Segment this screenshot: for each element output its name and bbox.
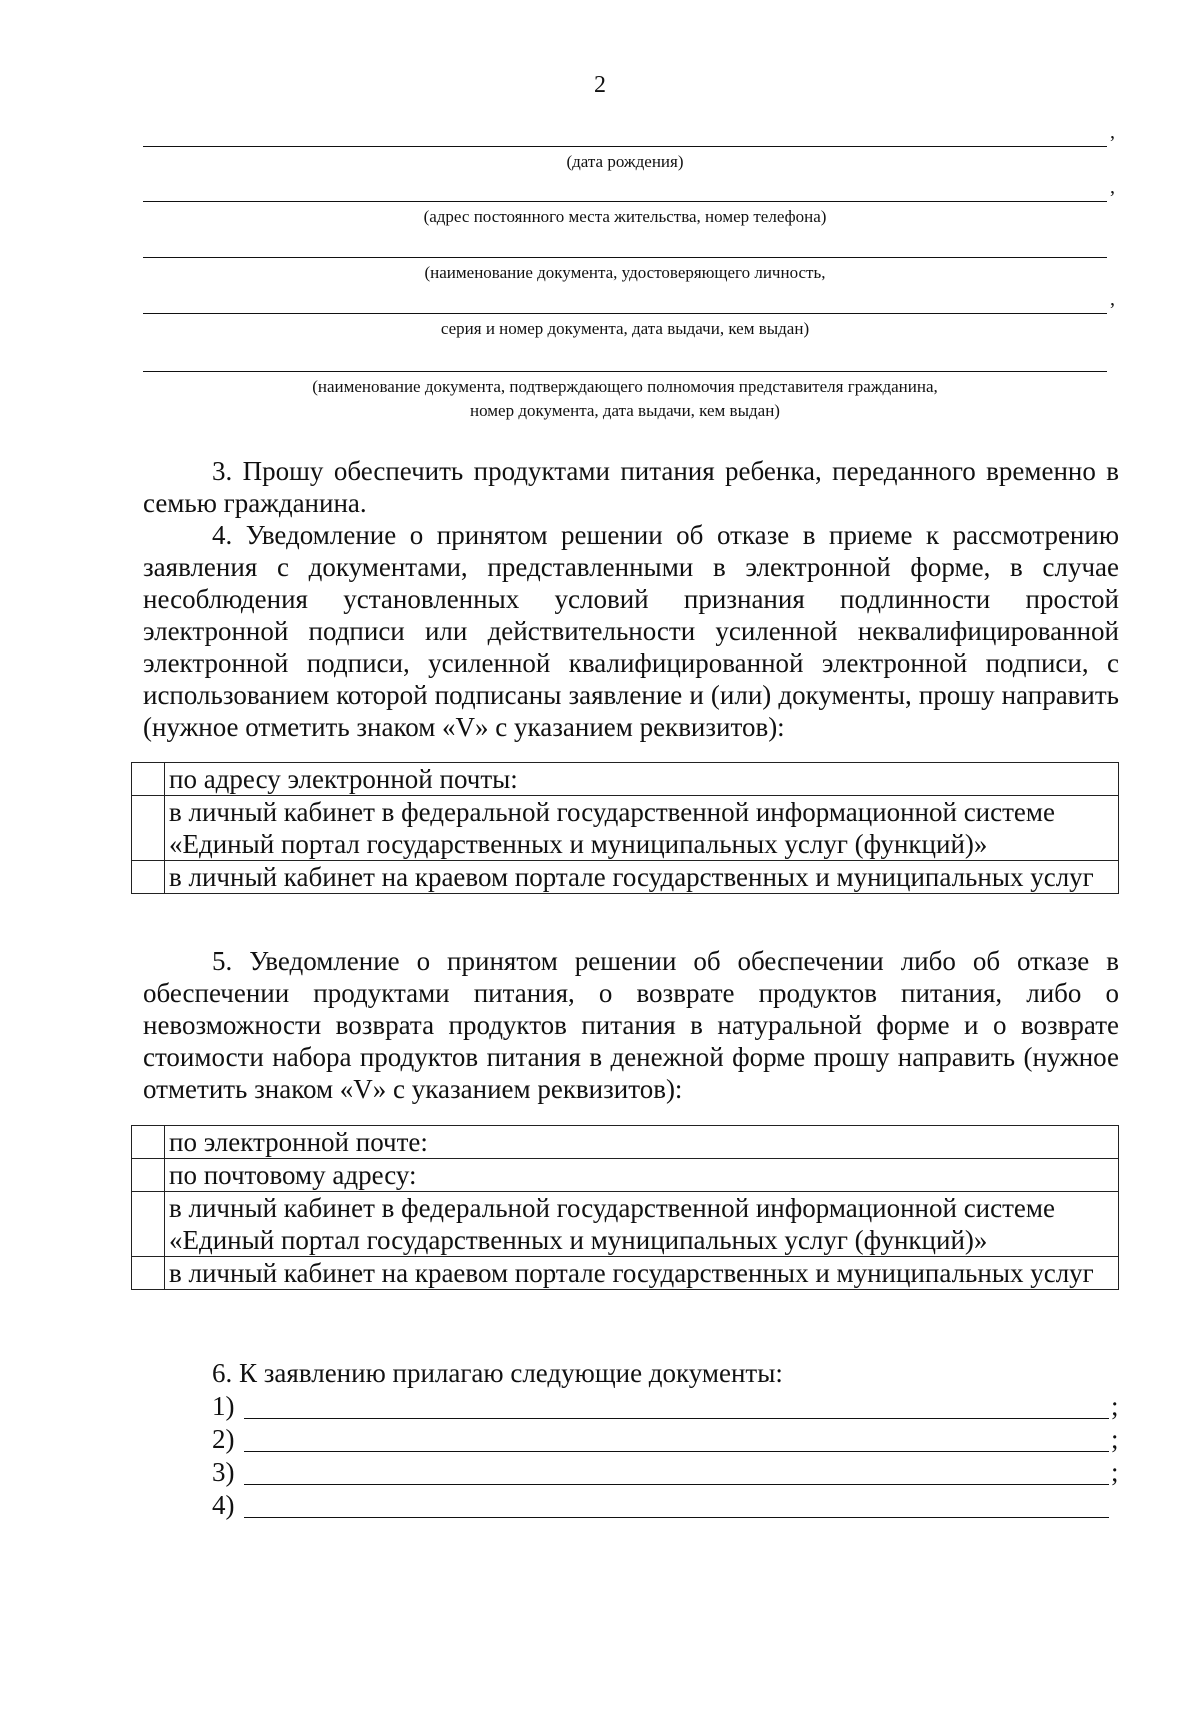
option-label: в личный кабинет на краевом портале государственных и муниципальных услуг xyxy=(165,861,1119,894)
section-5-text: 5. Уведомление о принятом решении об обеспечении либо об отказе в обеспечении продуктами питания, о возврате продуктов питания, либо о невозможности возврата продуктов питания в натуральной форме и о возврате стоимости набора продуктов питания в денежной форме прошу направить (нужное отметить знаком «V» с указанием реквизитов): xyxy=(143,946,1119,1104)
table-row xyxy=(132,1257,1119,1290)
section-6-text: 6. К заявлению прилагаю следующие документы: xyxy=(212,1358,783,1388)
table-row xyxy=(132,1192,1119,1257)
fill-line xyxy=(143,313,1107,314)
attachment-number: 3) xyxy=(212,1457,235,1487)
checkbox-cell[interactable] xyxy=(132,796,165,861)
checkbox-cell[interactable] xyxy=(132,1192,165,1257)
table-row xyxy=(132,763,1119,796)
field-suffix: , xyxy=(1110,121,1115,143)
caption-line: (наименование документа, подтверждающего полномочия представителя гражданина, xyxy=(312,377,938,396)
section-4-text: 4. Уведомление о принятом решении об отказе в приеме к рассмотрению заявления с документами, представленными в электронной форме, в случае несоблюдения установленных условий признания подлинности простой электронной подписи или действительности усиленной неквалифицированной электронной подписи, усиленной квалифицированной электронной подписи, с использованием которой подписаны заявление и (или) документы, прошу направить (нужное отметить знаком «V» с указанием реквизитов): xyxy=(143,520,1119,742)
id-document-caption: (наименование документа, удостоверяющего личность, xyxy=(424,263,826,282)
option-label: в личный кабинет в федеральной государственной информационной системе «Единый портал государственных и муниципальных услуг (функций)» xyxy=(165,796,1119,861)
attachment-line-1[interactable] xyxy=(212,1390,1122,1422)
caption-line: номер документа, дата выдачи, кем выдан) xyxy=(470,401,780,420)
attachment-line-2[interactable] xyxy=(212,1423,1122,1455)
fill-line xyxy=(244,1517,1109,1518)
fill-line xyxy=(143,371,1107,372)
field-suffix: , xyxy=(1110,288,1115,310)
notification-options-table-5 xyxy=(131,1125,1119,1290)
notification-options-table-4 xyxy=(131,762,1119,894)
checkbox-cell[interactable] xyxy=(132,1257,165,1290)
fill-line xyxy=(244,1484,1109,1485)
option-label: по адресу электронной почты: xyxy=(165,763,1119,796)
page-number: 2 xyxy=(594,72,606,98)
field-suffix: , xyxy=(1110,176,1115,198)
attachment-end: ; xyxy=(1111,1424,1119,1454)
fill-line xyxy=(143,201,1107,202)
attachment-end: ; xyxy=(1111,1457,1119,1487)
attachment-line-4[interactable] xyxy=(212,1489,1122,1521)
attachment-number: 2) xyxy=(212,1424,235,1454)
fill-line xyxy=(244,1418,1109,1419)
attachment-end: ; xyxy=(1111,1391,1119,1421)
table-row xyxy=(132,796,1119,861)
checkbox-cell[interactable] xyxy=(132,1159,165,1192)
checkbox-cell[interactable] xyxy=(132,861,165,894)
attachment-number: 1) xyxy=(212,1391,235,1421)
address-phone-caption: (адрес постоянного места жительства, номер телефона) xyxy=(423,207,827,226)
option-label: по электронной почте: xyxy=(165,1126,1119,1159)
birth-date-caption: (дата рождения) xyxy=(566,152,684,171)
id-document-details-caption: серия и номер документа, дата выдачи, кем выдан) xyxy=(440,319,810,338)
fill-line xyxy=(143,257,1107,258)
table-row xyxy=(132,861,1119,894)
attachment-line-3[interactable] xyxy=(212,1456,1122,1488)
fill-line xyxy=(143,146,1107,147)
table-row xyxy=(132,1126,1119,1159)
fill-line xyxy=(244,1451,1109,1452)
section-3-text: 3. Прошу обеспечить продуктами питания ребенка, переданного временно в семью гражданина. xyxy=(143,456,1119,518)
option-label: в личный кабинет в федеральной государственной информационной системе «Единый портал государственных и муниципальных услуг (функций)» xyxy=(165,1192,1119,1257)
attachment-number: 4) xyxy=(212,1490,235,1520)
representative-document-caption xyxy=(143,375,1107,423)
table-row xyxy=(132,1159,1119,1192)
checkbox-cell[interactable] xyxy=(132,1126,165,1159)
checkbox-cell[interactable] xyxy=(132,763,165,796)
option-label: в личный кабинет на краевом портале государственных и муниципальных услуг xyxy=(165,1257,1119,1290)
option-label: по почтовому адресу: xyxy=(165,1159,1119,1192)
